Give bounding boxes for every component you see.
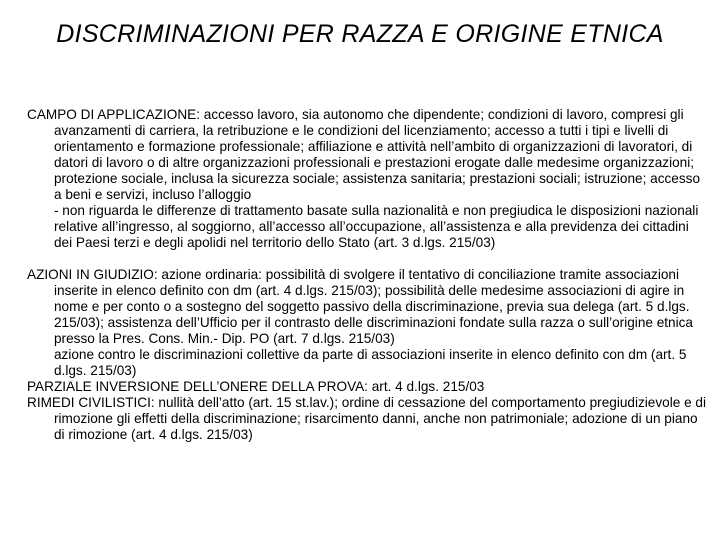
campo-di-applicazione-paragraph: CAMPO DI APPLICAZIONE: accesso lavoro, sia autonomo che dipendente; condizioni di lavoro, compresi gli avanzamenti di carriera, la retribuzione e le condizioni del licenziamento; accesso a tutti i tipi e livelli di orientamento e formazione professionale; affiliazione e attività nell’ambito di organizzazioni di lavoratori, di datori di lavoro o di altre organizzazioni professionali e prestazioni erogate dalle medesime organizzazioni; protezione sociale, inclusa la sicurezza sociale; assistenza sanitaria; prestazioni sociali; istruzione; accesso a beni e servizi, incluso l’alloggio [27,107,701,202]
azioni-in-giudizio-note: azione contro le discriminazioni collettive da parte di associazioni inserite in elenco definito con dm (art. 5 d.lgs. 215/03) [54,347,687,378]
inversione-onere-prova-paragraph: PARZIALE INVERSIONE DELL’ONERE DELLA PROVA: art. 4 d.lgs. 215/03 [27,379,485,394]
slide-title: DISCRIMINAZIONI PER RAZZA E ORIGINE ETNICA [56,20,664,48]
paragraph-spacer [27,251,709,267]
azioni-in-giudizio-paragraph: AZIONI IN GIUDIZIO: azione ordinaria: possibilità di svolgere il tentativo di conciliazione tramite associazioni inserite in elenco definito con dm (art. 4 d.lgs. 215/03); possibilità delle medesime associazioni di agire in nome e per conto o a sostegno del soggetto passivo della discriminazione, previa sua delega (art. 5 d.lgs. 215/03); assistenza dell’Ufficio per il contrasto delle discriminazioni fondate sulla razza o sull’origine etnica presso la Pres. Cons. Min.- Dip. PO (art. 7 d.lgs. 215/03) [27,267,693,346]
slide-body [27,107,709,443]
campo-di-applicazione-note: - non riguarda le differenze di trattamento basate sulla nazionalità e non pregiudica le disposizioni nazionali relative all’ingresso, al soggiorno, all’accesso all’occupazione, all’assistenza e alla previdenza dei cittadini dei Paesi terzi e degli apolidi nel territorio dello Stato (art. 3 d.lgs. 215/03) [54,203,699,250]
rimedi-civilistici-paragraph: RIMEDI CIVILISTICI: nullità dell’atto (art. 15 st.lav.); ordine di cessazione del comportamento pregiudizievole e di rimozione gli effetti della discriminazione; risarcimento danni, anche non patrimoniale; adozione di un piano di rimozione (art. 4 d.lgs. 215/03) [27,395,706,442]
